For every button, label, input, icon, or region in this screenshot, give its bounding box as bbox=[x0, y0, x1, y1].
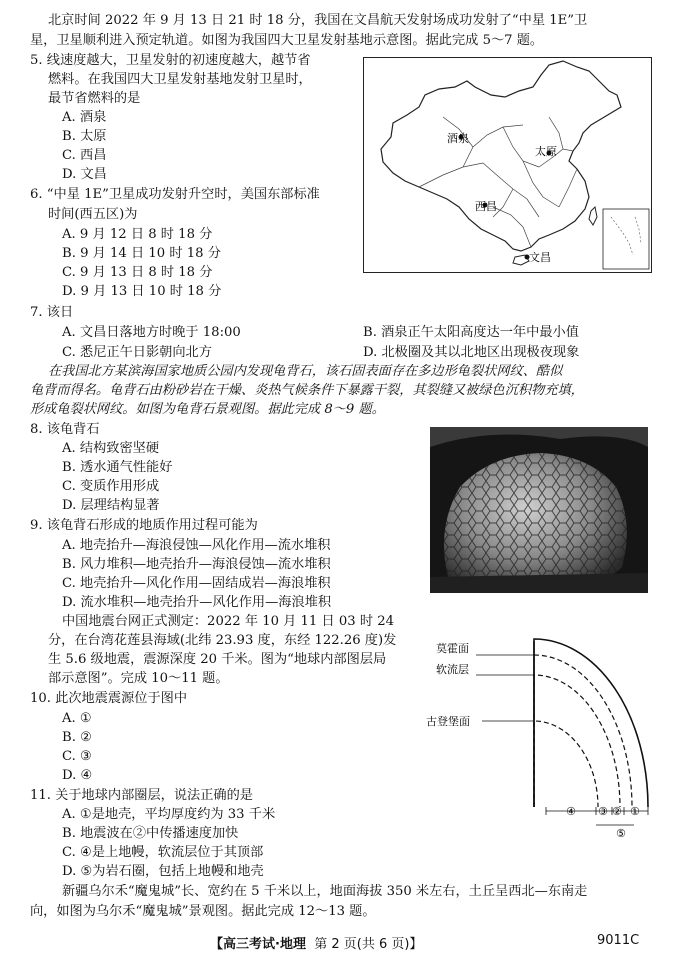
q6-stem: 时间(西五区)为 bbox=[48, 207, 138, 222]
intro3-line3: 生 5.6 级地震，震源深度 20 千米。图为“地球内部图层局 bbox=[48, 652, 387, 667]
q10-stem: 10. 此次地震震源位于图中 bbox=[30, 691, 188, 706]
earth-interior-diagram bbox=[420, 633, 660, 843]
turtle-back-stone-photo bbox=[430, 427, 648, 593]
q6-option-a: A. 9 月 12 日 8 时 18 分 bbox=[62, 227, 213, 242]
layer-2-label: ② bbox=[612, 805, 622, 818]
layer-4-label: ④ bbox=[566, 805, 576, 818]
q5-stem: 燃料。在我国四大卫星发射基地发射卫星时， bbox=[48, 72, 312, 87]
china-satellite-base-map bbox=[363, 57, 652, 273]
intro1-line2: 星，卫星顺利进入预定轨道。如图为我国四大卫星发射基地示意图。据此完成 5～7 题。 bbox=[30, 33, 544, 48]
label-jiuquan: 酒泉 bbox=[447, 132, 469, 145]
q10-option-c: C. ③ bbox=[62, 749, 92, 764]
q8-option-a: A. 结构致密坚硬 bbox=[62, 441, 160, 456]
footer-exam-title: 【高三考试·地理 bbox=[210, 937, 306, 952]
layer-1-label: ① bbox=[630, 805, 640, 818]
intro3-line4: 部示意图”。完成 10～11 题。 bbox=[48, 671, 229, 686]
intro4-line2: 向，如图为乌尔禾“魔鬼城”景观图。据此完成 12～13 题。 bbox=[30, 904, 376, 919]
q5-stem: 5. 线速度越大，卫星发射的初速度越大，越节省 bbox=[30, 53, 311, 68]
q8-option-b: B. 透水通气性能好 bbox=[62, 460, 173, 475]
gutenberg-arc bbox=[534, 721, 598, 807]
footer-page-number: 第 2 页(共 6 页)】 bbox=[314, 937, 423, 952]
q11-option-a: A. ①是地壳，平均厚度约为 33 千米 bbox=[62, 807, 276, 822]
south-china-sea-inset bbox=[603, 209, 649, 269]
intro2-line3: 形成龟裂状网纹。如图为龟背石景观图。据此完成 8～9 题。 bbox=[30, 402, 385, 417]
q6-stem: 6. “中星 1E”卫星成功发射升空时，美国东部标准 bbox=[30, 187, 320, 202]
q9-option-d: D. 流水堆积—地壳抬升—风化作用—海浪堆积 bbox=[62, 595, 332, 610]
page-footer bbox=[210, 933, 422, 952]
q5-stem: 最节省燃料的是 bbox=[48, 91, 141, 106]
q7-option-c: C. 悉尼正午日影朝向北方 bbox=[62, 345, 212, 360]
q8-stem: 8. 该龟背石 bbox=[30, 422, 100, 437]
q8-option-c: C. 变质作用形成 bbox=[62, 479, 160, 494]
q7-option-b: B. 酒泉正午太阳高度达一年中最小值 bbox=[363, 325, 579, 340]
asthenosphere-arc bbox=[534, 675, 620, 807]
intro4-line1: 新疆乌尔禾“魔鬼城”长、宽约在 5 千米以上，地面海拔 350 米左右，土丘呈西北—东南走 bbox=[62, 884, 588, 899]
intro3-line1: 中国地震台网正式测定：2022 年 10 月 11 日 03 时 24 bbox=[62, 614, 395, 629]
q5-option-d: D. 文昌 bbox=[62, 167, 107, 182]
moho-arc bbox=[534, 655, 632, 807]
q5-option-a: A. 酒泉 bbox=[62, 110, 107, 125]
q10-option-a: A. ① bbox=[62, 711, 92, 726]
intro1-line1: 北京时间 2022 年 9 月 13 日 21 时 18 分，我国在文昌航天发射场成功发射了“中星 1E”卫 bbox=[48, 13, 588, 28]
outer-surface-arc bbox=[534, 639, 648, 807]
moho-label: 莫霍面 bbox=[436, 642, 469, 655]
q9-stem: 9. 该龟背石形成的地质作用过程可能为 bbox=[30, 518, 258, 533]
q9-option-c: C. 地壳抬升—风化作用—固结成岩—海浪堆积 bbox=[62, 576, 331, 591]
label-wenchang: 文昌 bbox=[529, 251, 551, 264]
q7-stem: 7. 该日 bbox=[30, 305, 74, 320]
q9-option-a: A. 地壳抬升—海浪侵蚀—风化作用—流水堆积 bbox=[62, 538, 331, 553]
q11-stem: 11. 关于地球内部圈层，说法正确的是 bbox=[30, 788, 253, 803]
intro2-line2: 龟背而得名。龟背石由粉砂岩在干燥、炎热气候条件下暴露干裂，其裂缝又被绿色沉积物充填， bbox=[30, 383, 584, 398]
asthenosphere-label: 软流层 bbox=[436, 663, 469, 676]
q5-option-b: B. 太原 bbox=[62, 129, 107, 144]
q11-option-b: B. 地震波在②中传播速度加快 bbox=[62, 826, 239, 841]
q6-option-b: B. 9 月 14 日 10 时 18 分 bbox=[62, 246, 221, 261]
q6-option-c: C. 9 月 13 日 8 时 18 分 bbox=[62, 265, 213, 280]
q6-option-d: D. 9 月 13 日 10 时 18 分 bbox=[62, 284, 222, 299]
q5-option-c: C. 西昌 bbox=[62, 148, 107, 163]
q8-option-d: D. 层理结构显著 bbox=[62, 498, 160, 513]
q10-option-b: B. ② bbox=[62, 730, 92, 745]
q7-option-d: D. 北极圈及其以北地区出现极夜现象 bbox=[363, 345, 580, 360]
q11-option-c: C. ④是上地幔，软流层位于其顶部 bbox=[62, 845, 264, 860]
q11-option-d: D. ⑤为岩石圈，包括上地幔和地壳 bbox=[62, 864, 264, 879]
layer-3-label: ③ bbox=[598, 805, 608, 818]
q7-option-a: A. 文昌日落地方时晚于 18:00 bbox=[62, 325, 241, 340]
footer-code: 9011C bbox=[597, 933, 640, 948]
label-taiyuan: 太原 bbox=[535, 145, 557, 158]
q10-option-d: D. ④ bbox=[62, 768, 93, 783]
gutenberg-label: 古登堡面 bbox=[426, 715, 470, 728]
layer-5-label: ⑤ bbox=[616, 827, 626, 840]
q9-option-b: B. 风力堆积—地壳抬升—海浪侵蚀—流水堆积 bbox=[62, 557, 331, 572]
intro3-line2: 分，在台湾花莲县海域(北纬 23.93 度，东经 122.26 度)发 bbox=[48, 633, 397, 648]
intro2-line1: 在我国北方某滨海国家地质公园内发现龟背石，该石固表面存在多边形龟裂状网纹、酷似 bbox=[48, 364, 563, 379]
label-xichang: 西昌 bbox=[475, 200, 497, 213]
